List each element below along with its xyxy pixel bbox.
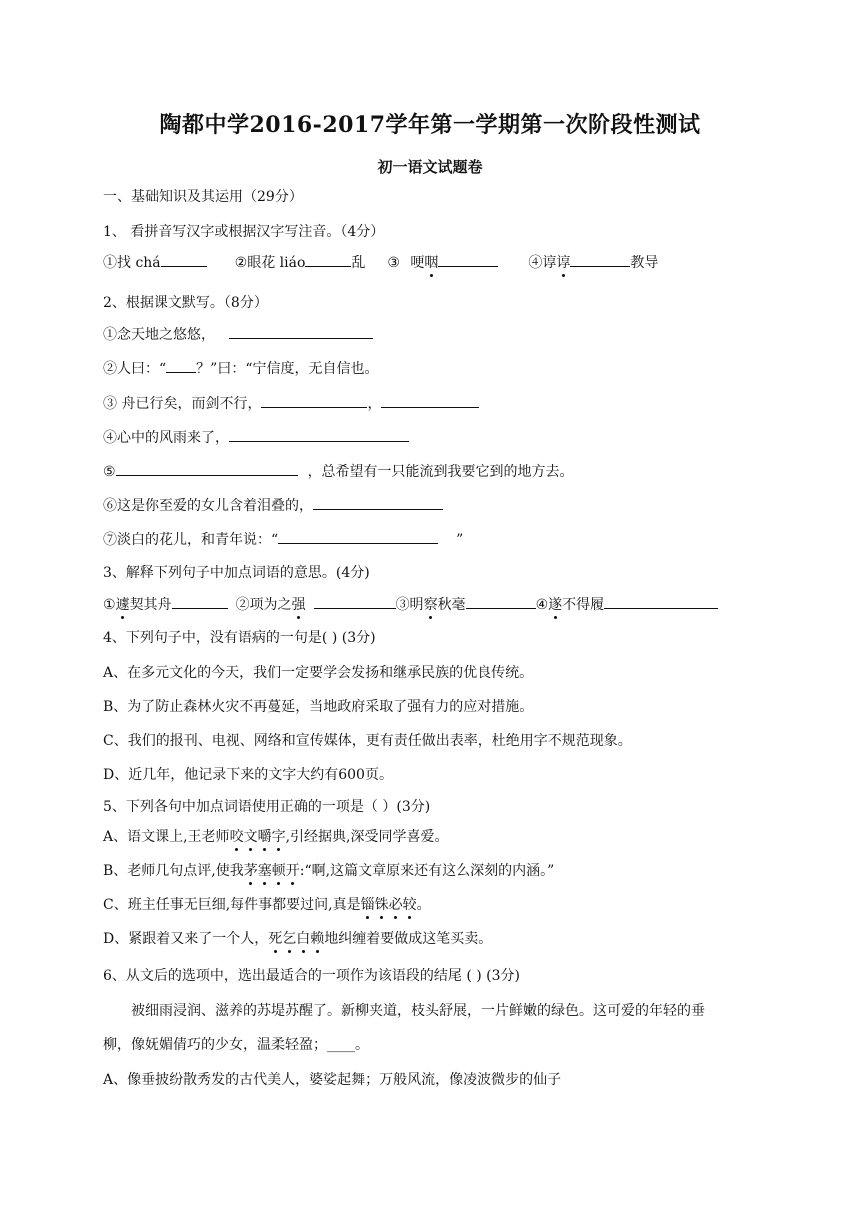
question-5-option-a: A、语文课上,王老师咬文嚼字,引经据典,深受同学喜爱。: [103, 829, 449, 845]
question-3: 3、解释下列句子中加点词语的意思。(4分): [103, 565, 370, 581]
emphasis-dot-char: 字: [271, 829, 286, 845]
emphasis-dot-char: 顿: [271, 863, 286, 879]
section-heading: 一、基础知识及其运用（29分）: [103, 189, 303, 205]
emphasis-dot-char: 嚼: [257, 829, 272, 845]
emphasis-dot-char: 强: [291, 597, 306, 613]
question-6-passage-line-2: 柳，像妩媚倩巧的少女，温柔轻盈；____。: [103, 1037, 369, 1053]
emphasis-dot-char: 较: [402, 897, 417, 913]
question-6-passage-line-1: 被细雨浸润、滋养的苏堤苏醒了。新柳夹道，枝头舒展，一片鲜嫩的绿色。这可爱的年轻的垂: [131, 1003, 705, 1019]
emphasis-dot-char: 茅: [243, 863, 258, 879]
question-1-items: ①找 chá ②眼花 liáo 乱 ③ 哽咽 ④谆谆 教导: [103, 252, 658, 273]
emphasis-dot-char: 开: [285, 863, 300, 879]
question-2: 2、根据课文默写。（8分）: [103, 295, 268, 311]
emphasis-dot-char: 铢: [374, 897, 389, 913]
answer-blank: [466, 594, 536, 609]
page-title: 陶都中学2016-2017学年第一学期第一次阶段性测试: [159, 112, 701, 138]
answer-blank: [161, 252, 207, 267]
emphasis-dot-char: 咬: [229, 829, 244, 845]
answer-blank: [172, 594, 228, 609]
question-5-option-c: C、班主任事无巨细,每件事都要过问,真是锱铢必较。: [103, 897, 431, 913]
question-2-line-5: ⑤ ，总希望有一只能流到我要它到的地方去。: [103, 461, 574, 482]
emphasis-dot-char: 锱: [360, 897, 375, 913]
answer-blank: [166, 358, 196, 373]
question-1: 1、 看拼音写汉字或根据汉字写注音。（4分）: [103, 224, 385, 240]
answer-blank: [278, 529, 438, 544]
answer-blank: [438, 252, 498, 267]
answer-blank: [313, 495, 443, 510]
question-2-line-4: ④心中的风雨来了，: [103, 427, 409, 448]
question-4-option-d: D、近几年，他记录下来的文字大约有600页。: [103, 767, 393, 783]
question-4: 4、下列句子中，没有语病的一句是( ) (3分): [103, 630, 376, 646]
answer-blank: [116, 461, 298, 476]
question-5-option-b: B、老师几句点评,使我茅塞顿开:“啊,这篇文章原来还有这么深刻的内涵。”: [103, 863, 555, 879]
question-5: 5、下列各句中加点词语使用正确的一项是（ ）(3分): [103, 799, 431, 815]
question-4-option-a: A、在多元文化的今天，我们一定要学会发扬和继承民族的优良传统。: [103, 665, 534, 681]
emphasis-dot-char: 白: [296, 931, 311, 947]
question-6-option-a: A、像垂披纷散秀发的古代美人，婆娑起舞；万般风流，像凌波微步的仙子: [103, 1072, 562, 1088]
question-6: 6、从文后的选项中，选出最适合的一项作为该语段的结尾 ( ) (3分): [103, 968, 521, 984]
emphasis-dot-char: 察: [423, 597, 438, 613]
emphasis-dot-char: 塞: [257, 863, 272, 879]
answer-blank: [570, 252, 630, 267]
question-4-option-c: C、我们的报刊、电视、网络和宣传媒体，更有责任做出表率，杜绝用字不规范现象。: [103, 733, 632, 749]
question-3-items: ①遽契其舟 ②项为之强 ③明察秋毫 ④遂不得履: [103, 594, 718, 615]
question-2-line-6: ⑥这是你至爱的女儿含着泪叠的，: [103, 495, 443, 516]
emphasis-dot-char: 死: [268, 931, 283, 947]
question-2-line-7: ⑦淡白的花儿，和青年说：“ ”: [103, 529, 463, 550]
emphasis-dot-char: 咽: [424, 255, 439, 271]
answer-blank: [229, 427, 409, 442]
emphasis-dot-char: 必: [388, 897, 403, 913]
question-2-line-1: ①念天地之悠悠，: [103, 324, 373, 345]
emphasis-dot-char: 文: [243, 829, 258, 845]
emphasis-dot-char: 乞: [282, 931, 297, 947]
question-5-option-d: D、紧跟着又来了一个人，死乞白赖地纠缠着要做成这笔买卖。: [103, 931, 493, 947]
answer-blank: [604, 594, 718, 609]
emphasis-dot-char: 遂: [548, 597, 563, 613]
answer-blank: [381, 393, 479, 408]
emphasis-dot-char: 遽: [115, 597, 130, 613]
answer-blank: [229, 324, 373, 339]
question-4-option-b: B、为了防止森林火灾不再蔓延，当地政府采取了强有力的应对措施。: [103, 699, 534, 715]
answer-blank: [261, 393, 367, 408]
question-2-line-2: ②人曰：“ ？”曰：“宁信度，无自信也。: [103, 358, 379, 379]
answer-blank: [314, 594, 396, 609]
emphasis-dot-char: 赖: [310, 931, 325, 947]
emphasis-dot-char: 谆: [556, 255, 571, 271]
answer-blank: [305, 252, 351, 267]
question-2-line-3: ③ 舟已行矣，而剑不行， ，: [103, 393, 479, 414]
page-subtitle: 初一语文试题卷: [377, 158, 483, 176]
